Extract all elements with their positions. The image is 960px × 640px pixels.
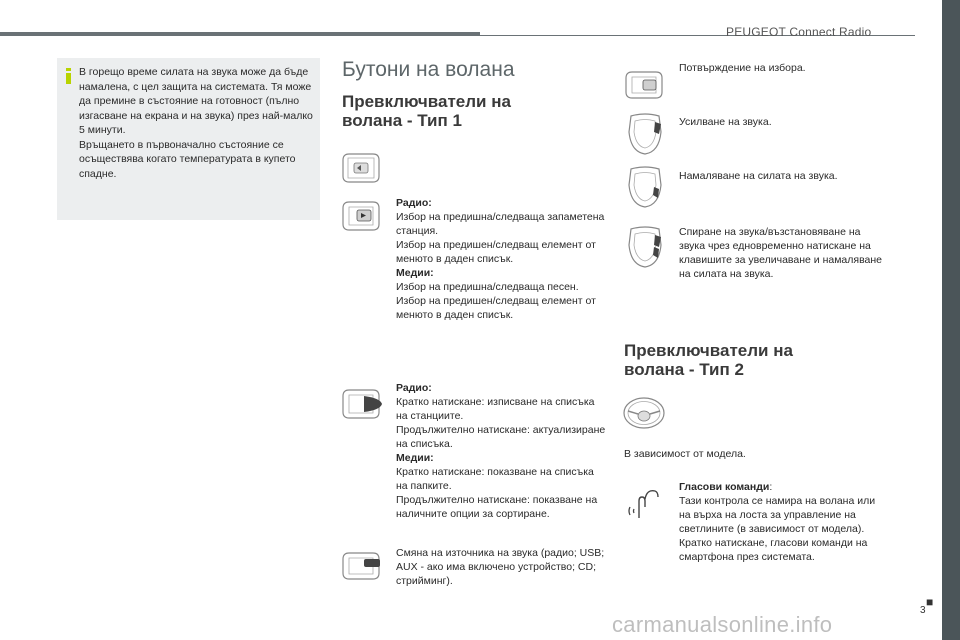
page-number: 3	[920, 605, 926, 616]
radio-description: Кратко натискане: изписване на списъка на станциите. Продължително натискане: актуализиране на списъка.	[396, 396, 606, 450]
list-button-icon	[340, 386, 386, 422]
type1-item2-description	[396, 381, 608, 521]
type1-item6-description: Намаляване на силата на звука.	[679, 170, 838, 182]
volume-down-icon	[623, 165, 667, 211]
voice-label: Гласови команди	[679, 481, 770, 493]
watermark: carmanualsonline.info	[612, 612, 833, 637]
page-header-title: PEUGEOT Connect Radio	[726, 25, 872, 39]
section-title-type2: Превключватели на волана - Тип 2	[624, 341, 793, 379]
media-label: Медии:	[396, 452, 434, 464]
page-title: Бутони на волана	[342, 58, 515, 81]
steering-wheel-icon	[622, 396, 666, 430]
info-icon	[66, 68, 71, 84]
media-description: Кратко натискане: показване на списъка на папките. Продължително натискане: показване на наличните опции за сортиране.	[396, 466, 598, 520]
radio-label: Радио:	[396, 382, 432, 394]
type2-model-note: В зависимост от модела.	[624, 448, 746, 460]
volume-up-icon	[623, 112, 667, 158]
page-marker: ■	[926, 595, 934, 609]
steering-control-overview-icon	[340, 150, 382, 186]
type1-item7-description: Спиране на звука/възстановяване на звука чрез едновременно натискане на клавишите за увеличаване и намаляване на силата на звука.	[679, 226, 883, 280]
type2-voice-description	[679, 480, 884, 564]
chapter-sidebar	[942, 0, 960, 640]
radio-label: Радио:	[396, 197, 432, 209]
type1-item1-description	[396, 196, 608, 322]
type1-item3-description: Смяна на източника на звука (радио; USB; AUX - ако има включено устройство; CD; стрийминг).	[396, 547, 605, 587]
info-box-text: В горещо време силата на звука може да бъде намалена, с цел защита на системата. Тя може да премине в състояние на готовност (пълно изгасване на екрана и на звука) през най-малко 5 минути. Връщането в първоначално състояние се осъществява когато температурата в купето спадне.	[79, 66, 313, 180]
radio-description: Избор на предишна/следваща запаметена станция. Избор на предишен/следващ елемент от менюто в даден списък.	[396, 211, 605, 265]
voice-command-icon	[625, 485, 665, 521]
section-title-type1: Превключватели на волана - Тип 1	[342, 92, 511, 130]
type1-item4-description: Потвърждение на избора.	[679, 62, 806, 74]
voice-label-colon: :	[769, 481, 773, 493]
media-label: Медии:	[396, 267, 434, 279]
source-button-icon	[340, 549, 384, 583]
mute-icon	[623, 225, 667, 271]
header-rule-thick	[0, 32, 480, 36]
type1-item5-description: Усилване на звука.	[679, 116, 772, 128]
seek-button-icon	[340, 198, 382, 234]
confirm-button-icon	[623, 68, 667, 102]
media-description: Избор на предишна/следваща песен. Избор на предишен/следващ елемент от менюто в даден списък.	[396, 281, 596, 321]
voice-description: Тази контрола се намира на волана или на върха на лоста за управление на светлините (в зависимост от модела). Кратко натискане, гласови команди на смартфона през системата.	[679, 495, 876, 563]
